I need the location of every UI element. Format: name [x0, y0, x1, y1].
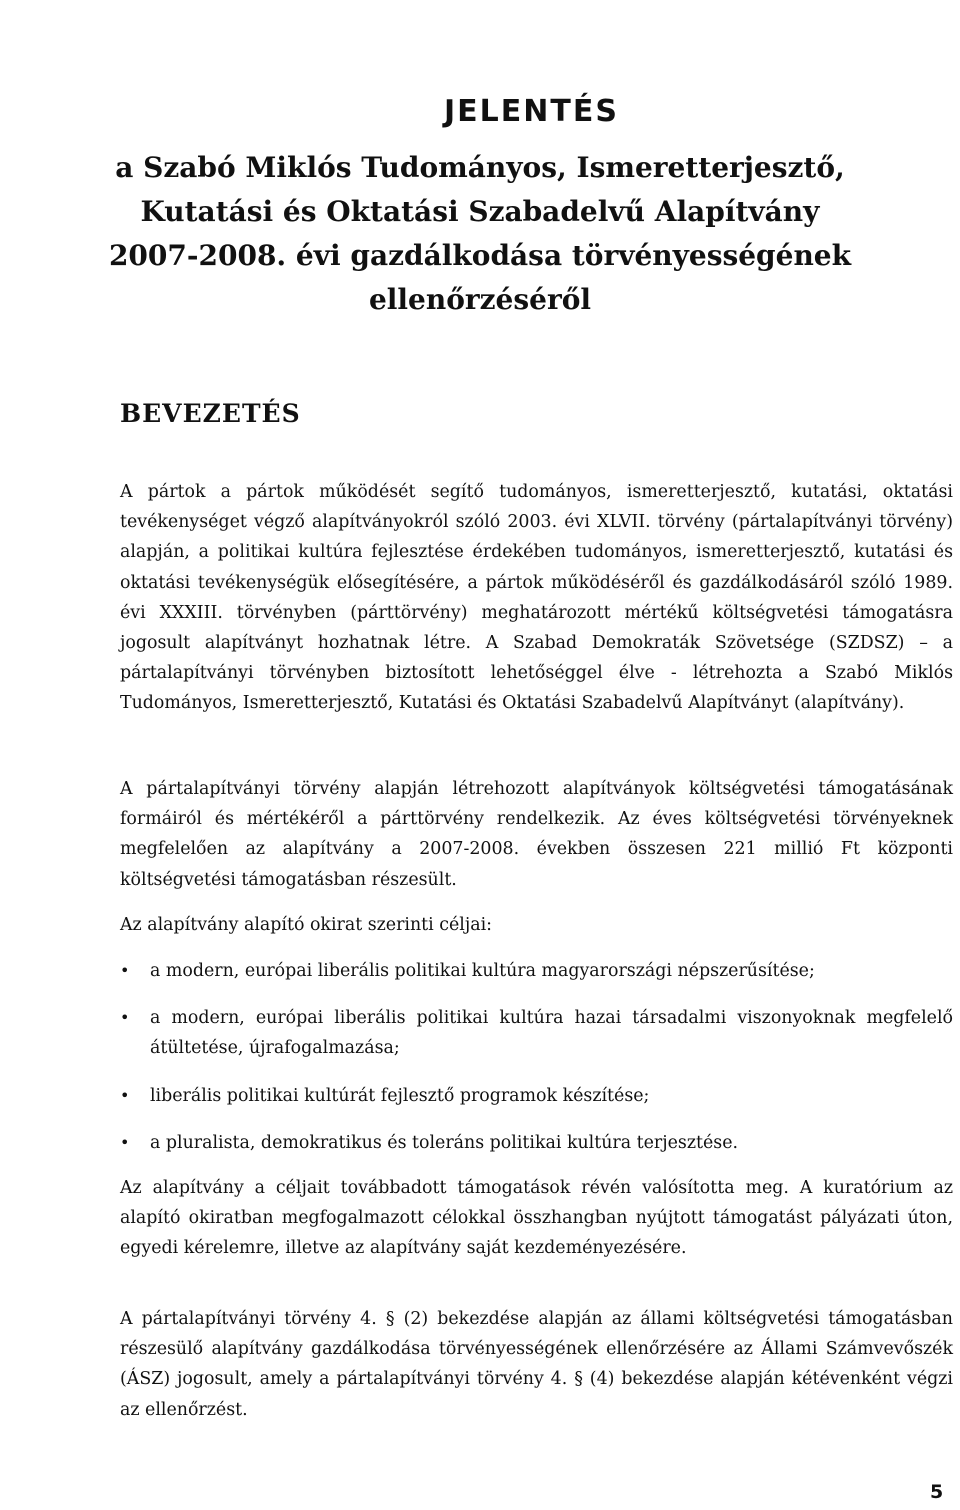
document-subtitle: [100, 146, 860, 322]
paragraph-goals-lead: Az alapítvány alapító okirat szerinti céljai:: [120, 915, 493, 935]
list-item-text: a modern, európai liberális politikai kultúra hazai társadalmi viszonyoknak megfelelő átültetése, újrafogalmazása;: [150, 1008, 953, 1059]
subtitle-line: a Szabó Miklós Tudományos, Ismeretterjesztő,: [115, 151, 845, 184]
subtitle-line: Kutatási és Oktatási Szabadelvű Alapítvány: [140, 195, 820, 228]
page-number: 5: [930, 1481, 944, 1503]
bullet-icon: •: [120, 1132, 130, 1152]
subtitle-line: 2007-2008. évi gazdálkodása törvényességének: [108, 239, 852, 272]
list-item: [120, 1128, 953, 1158]
goals-list: [120, 956, 953, 1158]
list-item-text: a modern, európai liberális politikai kultúra magyarországi népszerűsítése;: [150, 961, 815, 981]
paragraph-funding: A pártalapítványi törvény alapján létrehozott alapítványok költségvetési támogatásának formáiról és mértékéről a párttörvény rendelkezik. Az éves költségvetési törvényeknek megfelelően az alapítvány a 2007-2008. években összesen 221 millió Ft központi költségvetési támogatásban részesült.: [120, 779, 953, 890]
list-item-text: liberális politikai kultúrát fejlesztő programok készítése;: [150, 1085, 650, 1106]
bullet-icon: •: [120, 961, 130, 980]
paragraph-intro: A pártok a pártok működését segítő tudományos, ismeretterjesztő, kutatási, oktatási tevékenységet végző alapítványokról szóló 2003. évi XLVII. törvény (pártalapítványi törvény) alapján, a politikai kultúra fejlesztése érdekében tudományos, ismeretterjesztő, kutatási és oktatási tevékenységük elősegítésére, a pártok működéséről és gazdálkodásáról szóló 1989. évi XXXIII. törvényben (párttörvény) meghatározott mértékű költségvetési támogatásra jogosult alapítványt hozhatnak létre. A Szabad Demokraták Szövetsége (SZDSZ) – a pártalapítványi törvényben biztosított lehetőséggel élve - létrehozta a Szabó Miklós Tudományos, Ismeretterjesztő, Kutatási és Oktatási Szabadelvű Alapítványt (alapítvány).: [120, 482, 953, 714]
paragraph-audit-authority: A pártalapítványi törvény 4. § (2) bekezdése alapján az állami költségvetési támogatásban részesülő alapítvány gazdálkodása törvényességének ellenőrzésére az Állami Számvevőszék (ÁSZ) jogosult, amely a pártalapítványi törvény 4. § (4) bekezdése alapján kétévenként végzi az ellenőrzést.: [120, 1309, 953, 1420]
bullet-icon: •: [120, 1085, 130, 1105]
bullet-icon: •: [120, 1008, 130, 1028]
section-heading-introduction: BEVEZETÉS: [120, 399, 301, 428]
list-item: [120, 1081, 953, 1111]
document-title: JELENTÉS: [444, 94, 619, 129]
paragraph-implementation: Az alapítvány a céljait továbbadott támogatások révén valósította meg. A kuratórium az alapító okiratban megfogalmazott célokkal összhangban nyújtott támogatást pályázati úton, egyedi kérelemre, illetve az alapítvány saját kezdeményezésére.: [120, 1178, 953, 1259]
subtitle-line: ellenőrzéséről: [368, 283, 592, 316]
list-item-text: a pluralista, demokratikus és toleráns politikai kultúra terjesztése.: [150, 1132, 739, 1153]
list-item: [120, 956, 953, 986]
list-item: [120, 1003, 953, 1063]
